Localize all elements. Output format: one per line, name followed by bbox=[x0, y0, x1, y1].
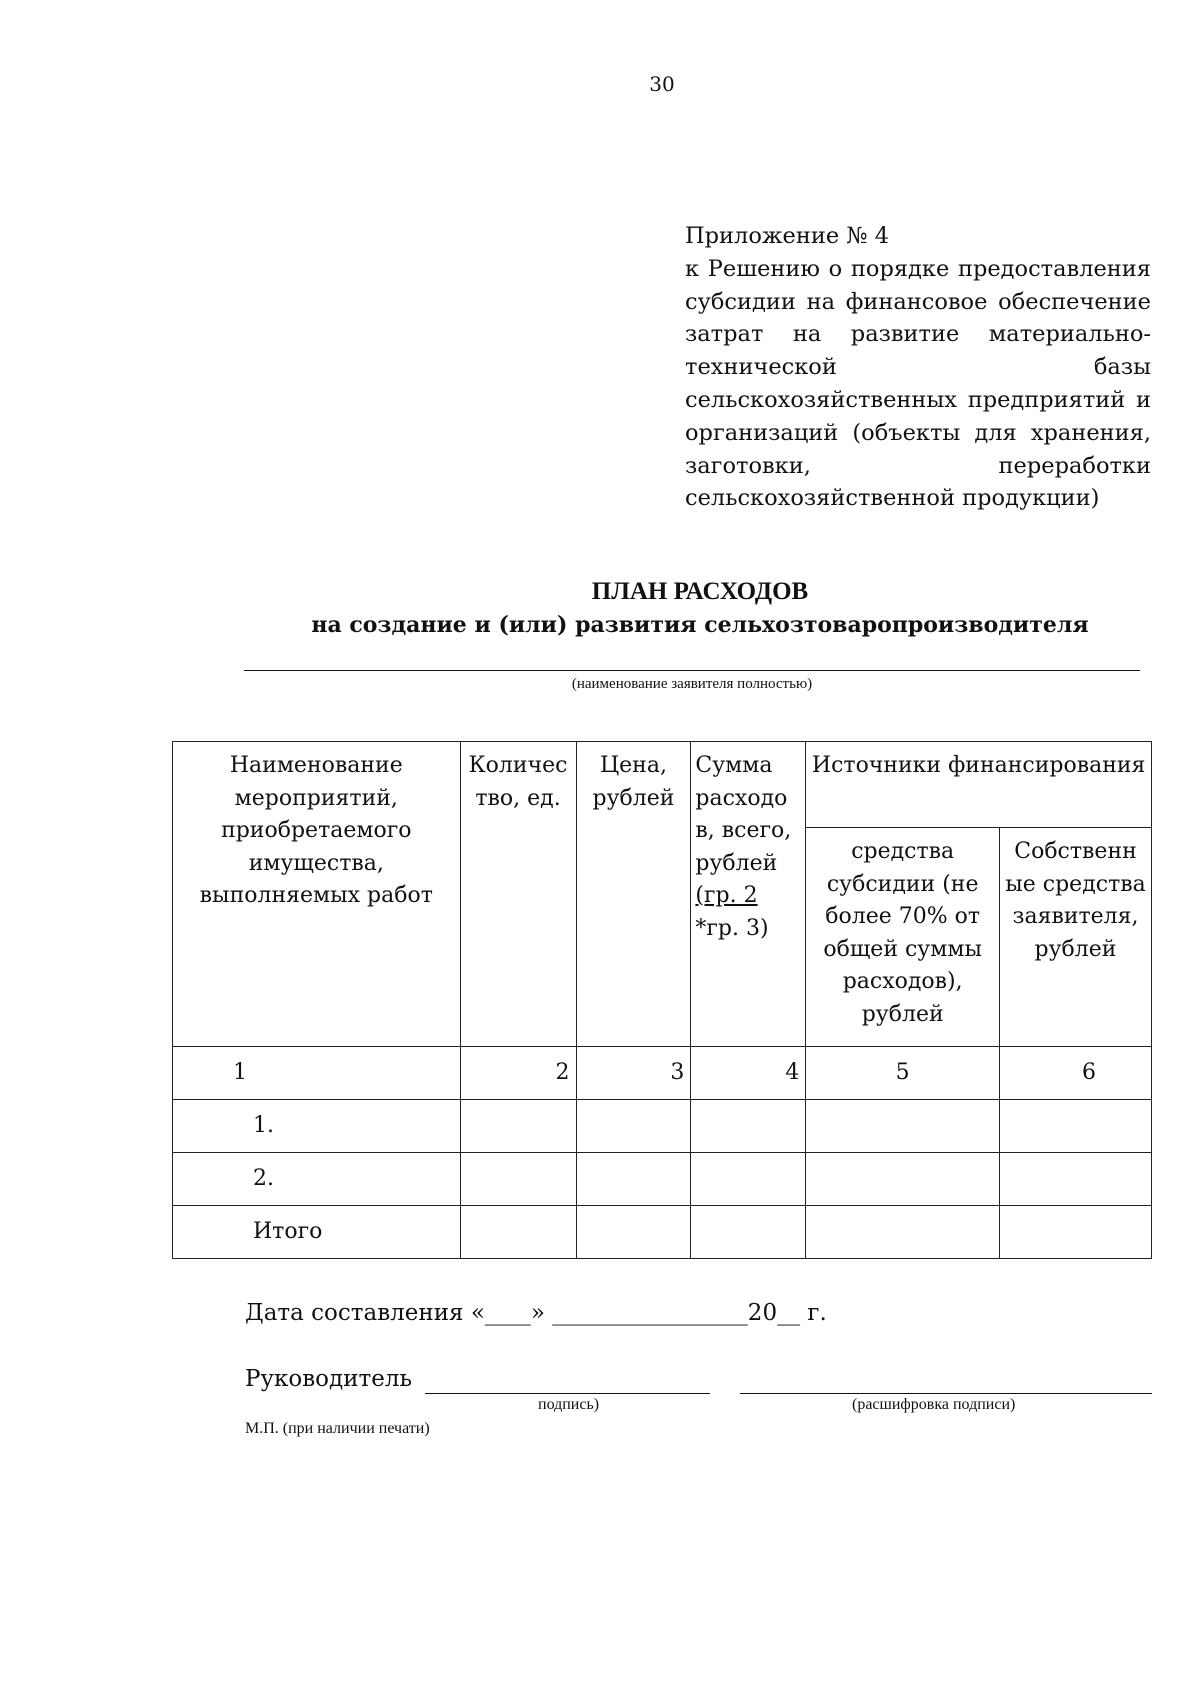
table-row bbox=[173, 1153, 1152, 1206]
col-number: 6 bbox=[1000, 1047, 1152, 1100]
table-cell[interactable] bbox=[806, 1206, 1000, 1259]
header-activity: Наименование мероприятий, приобретаемого имущества, выполняемых работ bbox=[173, 742, 461, 1047]
table-cell[interactable] bbox=[460, 1100, 576, 1153]
page-number: 30 bbox=[649, 72, 675, 96]
date-field[interactable]: Дата составления «____» _________________20__ г. bbox=[245, 1300, 827, 1326]
expense-table bbox=[172, 741, 1152, 1259]
table-cell[interactable] bbox=[460, 1206, 576, 1259]
header-total-formula-a: (гр. 2 bbox=[695, 883, 758, 908]
signature-caption: подпись) bbox=[538, 1396, 600, 1413]
table-cell[interactable] bbox=[1000, 1100, 1152, 1153]
document-subtitle: на создание и (или) развития сельхозтоваропроизводителя bbox=[311, 612, 1089, 638]
head-label: Руководитель bbox=[245, 1366, 412, 1392]
table-row-total bbox=[173, 1206, 1152, 1259]
appendix-line: Приложение № 4 bbox=[685, 223, 890, 249]
header-subsidy: средства субсидии (не более 70% от общей суммы расходов), рублей bbox=[806, 828, 1000, 1047]
document-title: ПЛАН РАСХОДОВ bbox=[591, 578, 809, 605]
col-number: 2 bbox=[460, 1047, 576, 1100]
appendix-line: сельскохозяйственной продукции) bbox=[685, 485, 1100, 512]
appendix-line: к Решению о порядке предоставления bbox=[685, 255, 1151, 282]
header-total bbox=[691, 742, 806, 1047]
column-number-row bbox=[173, 1047, 1152, 1100]
appendix-note bbox=[685, 220, 1151, 515]
appendix-line: субсидии на финансовое обеспечение bbox=[685, 288, 1151, 315]
header-price: Цена, рублей bbox=[576, 742, 691, 1047]
table-cell[interactable] bbox=[1000, 1153, 1152, 1206]
table-cell[interactable] bbox=[1000, 1206, 1152, 1259]
stamp-note: М.П. (при наличии печати) bbox=[245, 1420, 430, 1437]
table-cell[interactable] bbox=[806, 1153, 1000, 1206]
row-label: 1. bbox=[173, 1100, 461, 1153]
table-cell[interactable] bbox=[691, 1153, 806, 1206]
decode-caption: (расшифровка подписи) bbox=[852, 1396, 1016, 1413]
row-label: 2. bbox=[173, 1153, 461, 1206]
appendix-line: организаций (объекты для хранения, bbox=[685, 419, 1151, 446]
applicant-name-line[interactable] bbox=[244, 670, 1140, 671]
header-total-formula-b: *гр. 3 bbox=[695, 915, 760, 941]
header-sources: Источники финансирования bbox=[806, 742, 1152, 828]
col-number: 5 bbox=[806, 1047, 1000, 1100]
appendix-line: сельскохозяйственных предприятий и bbox=[685, 386, 1151, 413]
header-own-funds: Собственн ые средства заявителя, рублей bbox=[1000, 828, 1152, 1047]
applicant-caption: (наименование заявителя полностью) bbox=[571, 676, 813, 692]
col-number: 4 bbox=[691, 1047, 806, 1100]
header-quantity: Количес тво, ед. bbox=[460, 742, 576, 1047]
row-label: Итого bbox=[173, 1206, 461, 1259]
table-cell[interactable] bbox=[576, 1153, 691, 1206]
table-cell[interactable] bbox=[460, 1153, 576, 1206]
signature-line[interactable] bbox=[425, 1393, 710, 1394]
appendix-line: технической базы bbox=[685, 354, 1151, 381]
col-number: 1 bbox=[173, 1047, 461, 1100]
table-cell[interactable] bbox=[576, 1206, 691, 1259]
table-row bbox=[173, 1100, 1152, 1153]
table-cell[interactable] bbox=[691, 1100, 806, 1153]
appendix-line: затрат на развитие материально- bbox=[685, 321, 1151, 348]
table-cell[interactable] bbox=[576, 1100, 691, 1153]
header-total-text: Сумма расходо в, всего, рублей bbox=[695, 753, 792, 876]
table-cell[interactable] bbox=[691, 1206, 806, 1259]
signature-decode-line[interactable] bbox=[740, 1393, 1152, 1394]
table-cell[interactable] bbox=[806, 1100, 1000, 1153]
col-number: 3 bbox=[576, 1047, 691, 1100]
appendix-line: заготовки, переработки bbox=[685, 452, 1151, 479]
header-total-formula-c: ) bbox=[760, 915, 769, 941]
